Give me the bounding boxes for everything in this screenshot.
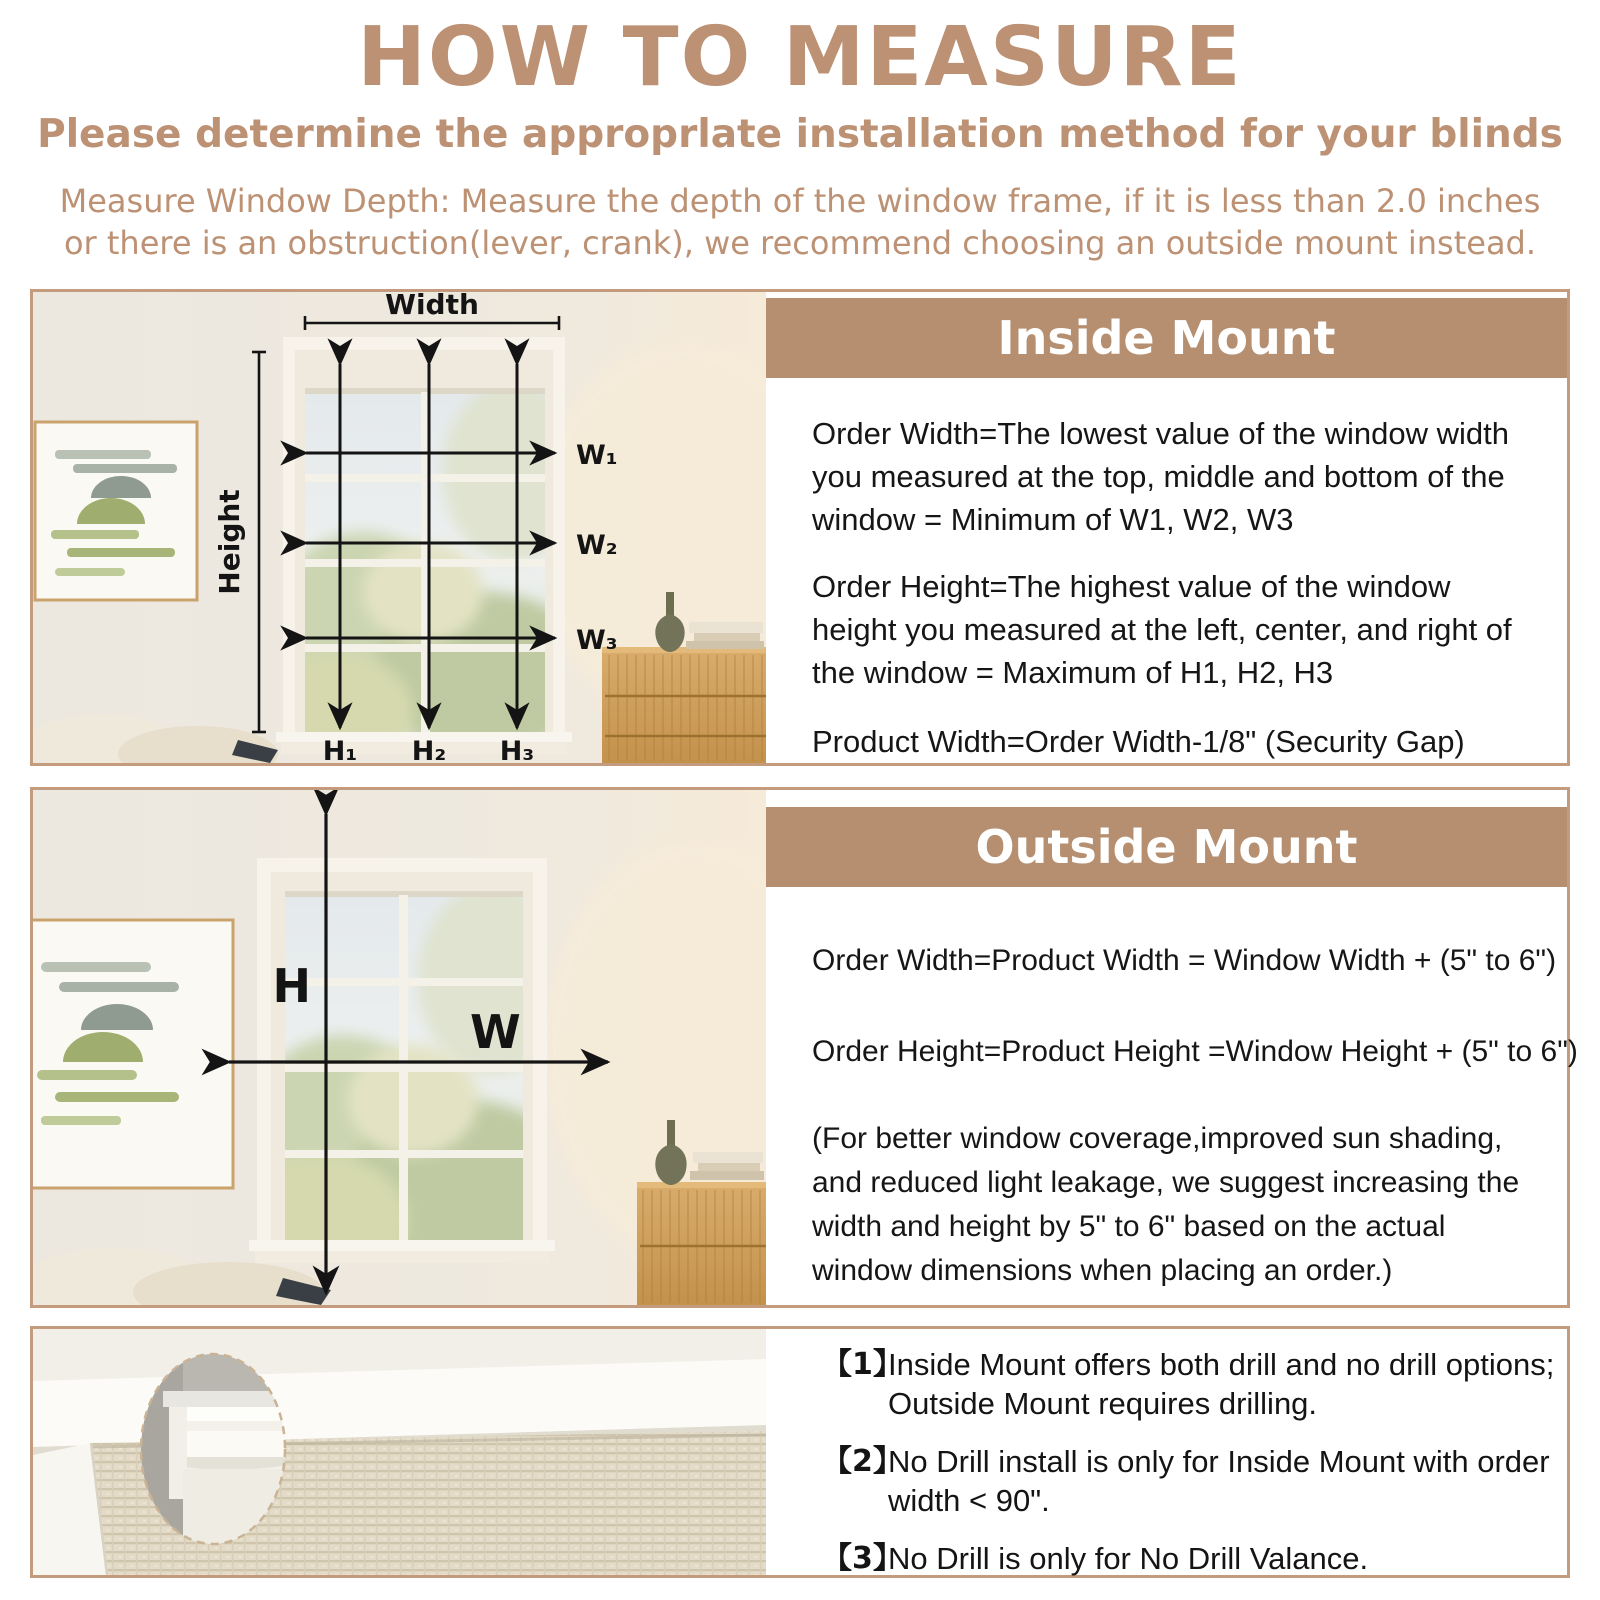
note-number: 【3】 — [822, 1541, 903, 1576]
note-item-1 — [822, 1345, 1557, 1423]
h2-label: H₂ — [411, 736, 447, 763]
outside-mount-order-width: Order Width=Product Width = Window Width + (5" to 6") — [812, 944, 1557, 977]
note-item-3 — [822, 1539, 1557, 1578]
dresser — [602, 647, 766, 763]
w3-label: W₃ — [576, 625, 618, 656]
height-label: H — [272, 959, 311, 1013]
window — [253, 337, 593, 763]
valance-closeup-photo — [33, 1329, 766, 1580]
dresser — [637, 1182, 766, 1305]
inside-mount-order-width: Order Width=The lowest value of the window width you measured at the top, middle and bottom of the window = Minimum of W1, W2, W3 — [812, 416, 1509, 537]
inside-mount-diagram — [33, 292, 766, 763]
note-text: No Drill install is only for Inside Mount with order width < 90". — [888, 1444, 1550, 1518]
w1-label: W₁ — [576, 440, 618, 471]
inside-mount-photo — [33, 292, 766, 768]
page-title: HOW TO MEASURE — [357, 10, 1243, 105]
note-number: 【2】 — [822, 1444, 903, 1479]
description-line-2: or there is an obstruction(lever, crank), we recommend choosing an outside mount instead. — [63, 224, 1537, 263]
outside-mount-coverage-note: (For better window coverage,improved sun shading, and reduced light leakage, we suggest increasing the width and height by 5" to 6" based on the actual window dimensions when placing an order.) — [812, 1122, 1520, 1287]
wall-art — [33, 920, 233, 1188]
inside-mount-header: Inside Mount — [766, 298, 1567, 378]
note-number: 【1】 — [822, 1347, 903, 1382]
page-subtitle: Please determine the approprlate installation method for your blinds — [37, 112, 1563, 157]
inside-mount-order-height: Order Height=The highest value of the window height you measured at the left, center, and right of the window = Maximum of H1, H2, H3 — [812, 569, 1512, 690]
inside-mount-panel — [30, 289, 1570, 766]
inside-mount-product-width: Product Width=Order Width-1/8" (Security Gap) — [812, 724, 1465, 759]
h1-label: H₁ — [322, 736, 358, 763]
outside-mount-header: Outside Mount — [766, 807, 1567, 887]
note-text: Inside Mount offers both drill and no drill options; Outside Mount requires drilling. — [888, 1347, 1555, 1421]
note-text: No Drill is only for No Drill Valance. — [888, 1541, 1369, 1576]
outside-mount-content — [766, 790, 1578, 1305]
books-stack — [690, 1152, 764, 1180]
outside-mount-photo — [33, 790, 766, 1310]
w2-label: W₂ — [576, 530, 618, 561]
height-label: Height — [213, 489, 246, 595]
notes-panel — [30, 1326, 1570, 1578]
books-stack — [686, 622, 764, 649]
note-item-2 — [822, 1442, 1557, 1520]
valance-closeup — [33, 1329, 766, 1575]
h3-label: H₃ — [499, 736, 535, 763]
inside-mount-content — [766, 292, 1567, 763]
outside-mount-diagram — [33, 790, 766, 1305]
window-sill — [249, 1240, 555, 1251]
notes-content — [766, 1329, 1567, 1575]
outside-mount-panel — [30, 787, 1578, 1308]
description-line-1: Measure Window Depth: Measure the depth of the window frame, if it is less than 2.0 inches — [59, 182, 1541, 220]
wall-art — [35, 422, 197, 600]
outside-mount-order-height: Order Height=Product Height =Window Height + (5" to 6") — [812, 1035, 1578, 1068]
page-description — [0, 180, 1600, 264]
width-label: W — [470, 1005, 521, 1059]
width-label: Width — [385, 292, 479, 321]
window — [238, 858, 578, 1285]
